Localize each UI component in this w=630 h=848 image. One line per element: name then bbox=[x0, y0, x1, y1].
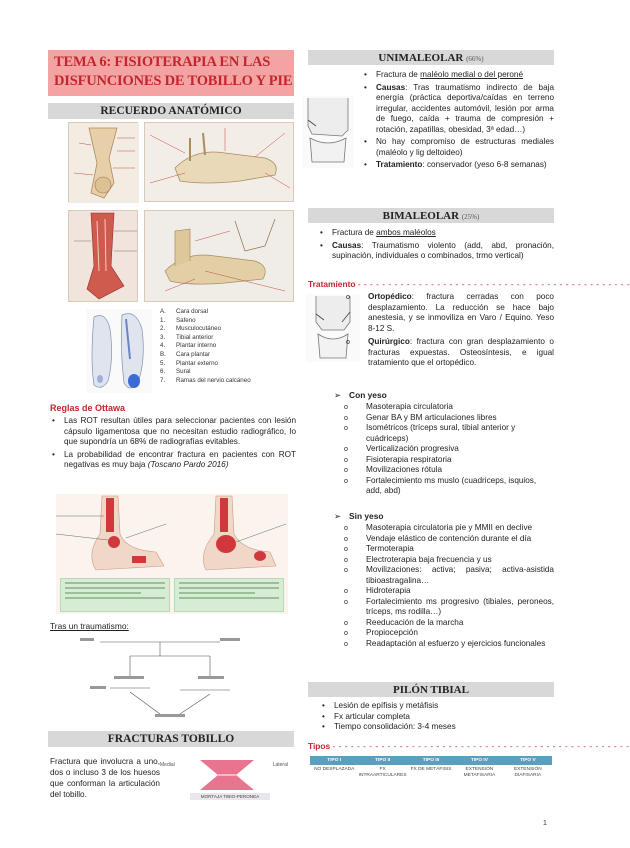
table-header-cell: TIPO II bbox=[375, 758, 391, 763]
table-header-row bbox=[310, 756, 552, 765]
legend-item: 5. Plantar externo bbox=[160, 359, 218, 367]
pilon-list bbox=[314, 701, 554, 733]
list-item: o Fortalecimiento ms muslo (cuadriceps, isquios, add, abd) bbox=[334, 476, 554, 497]
page-title bbox=[48, 50, 294, 96]
list-item: • Causas: Tras traumatismo indirecto de baja energía (práctica deportiva/caídas en terreno irregular, accidentes automóvil, lesión por arma de fuego, caída + trauma de compresión + rotación, zapatillas, obesidad, 3ª edad…) bbox=[356, 83, 554, 136]
ottawa-note-left bbox=[60, 578, 170, 612]
list-item: • Fractura de ambos maléolos bbox=[312, 228, 554, 239]
tratamiento-heading: Tratamiento - - - - - - - - - - - - - - - - - - - - - - - - - - - - - - - - - - - - - - - - - - - - - bbox=[308, 279, 630, 289]
figure-caption: MORTAJA TIBIO-PERONEA bbox=[190, 793, 270, 800]
list-item: o Quirúrgico: fractura con gran desplazamiento o fracturas expuestas. Osteosíntesis, e igual tratamiento que el ortopédico. bbox=[336, 337, 554, 369]
legend-item: 6. Sural bbox=[160, 368, 191, 376]
list-item: • Las ROT resultan útiles para seleccionar pacientes con lesión cápsulo ligamentosa que no necesitan estudio radiográfico, lo que supondría un 68% de radiografías evitables. bbox=[44, 416, 296, 448]
table-header-cell: TIPO V bbox=[519, 758, 536, 763]
list-item: o Electroterapia baja frecuencia y us bbox=[334, 555, 554, 566]
legend-item: B. Cara plantar bbox=[160, 350, 211, 358]
list-item: • La probabilidad de encontrar fractura en pacientes con ROT negativas es muy baja (Toscano Pardo 2016) bbox=[44, 450, 296, 471]
highlight-text: ambos maléolos bbox=[376, 228, 436, 237]
table-cell: EXTENSIÓN METAFISARIA bbox=[463, 767, 496, 778]
list-item: o Movilizaciones rótula bbox=[334, 465, 554, 476]
sin-yeso-list bbox=[334, 523, 554, 649]
table-header-cell: TIPO IV bbox=[470, 758, 488, 763]
list-item: o Isométricos (tríceps sural, tibial anterior y cuádriceps) bbox=[334, 423, 554, 444]
table-cell: FX DE METÁFISIS bbox=[410, 767, 452, 772]
page-number: 1 bbox=[543, 820, 547, 827]
legend-item: 1. Safeno bbox=[160, 316, 196, 324]
legend-item: 2. Musculocutáneo bbox=[160, 325, 222, 333]
anatomy-foot-skeleton-image bbox=[144, 122, 294, 202]
fracturas-text: Fractura que involucra a uno, dos o incluso 3 de los huesos que conforman la articulación del tobillo. bbox=[50, 757, 160, 799]
list-item: o Fisioterapia respiratoria bbox=[334, 455, 554, 466]
anatomy-ligaments-image bbox=[144, 210, 294, 302]
title-line-2: DISFUNCIONES DE TOBILLO Y PIE bbox=[54, 73, 293, 89]
unimaleolar-xray-image bbox=[302, 96, 354, 168]
list-item: o Hidroterapia bbox=[334, 586, 554, 597]
sin-yeso-heading: ➢ Sin yeso bbox=[334, 511, 384, 521]
list-item: o Fortalecimiento ms progresivo (tibiales, peroneos, tríceps, ms rodilla…) bbox=[334, 597, 554, 618]
ottawa-list bbox=[44, 416, 296, 473]
list-item: • Tratamiento: conservador (yeso 6-8 semanas) bbox=[356, 160, 554, 171]
con-yeso-heading: ➢ Con yeso bbox=[334, 390, 387, 400]
foot-nerves-image bbox=[86, 309, 152, 393]
ottawa-ankle-figure bbox=[56, 494, 288, 614]
recuerdo-heading: RECUERDO ANATÓMICO bbox=[48, 103, 294, 119]
list-item: o Genar BA y BM articulaciones libres bbox=[334, 413, 554, 424]
fracturas-heading: FRACTURAS TOBILLO bbox=[48, 731, 294, 747]
mortaja-figure bbox=[160, 756, 296, 802]
nerves-legend bbox=[160, 308, 300, 385]
list-item: • Lesión de epífisis y metáfisis bbox=[314, 701, 554, 712]
anatomy-bones-image bbox=[68, 122, 138, 202]
table-row bbox=[310, 765, 552, 779]
figure-label-medial: Medial bbox=[160, 762, 175, 768]
tipos-heading: Tipos - - - - - - - - - - - - - - - - - - - - - - - - - - - - - - - - - - - - - - - - - - - - - - - - - bbox=[308, 741, 630, 751]
list-item: o Ortopédico: fractura cerradas con poco desplazamiento. La reducción se hace bajo anestesia, y se inmoviliza en Varo / Equino. Yeso 8-12 S. bbox=[336, 292, 554, 334]
table-header-cell: TIPO I bbox=[327, 758, 342, 763]
list-item: • Fx articular completa bbox=[314, 712, 554, 723]
table-cell: FX INTRAARTICULARES bbox=[358, 767, 407, 778]
trauma-flowchart bbox=[70, 632, 270, 724]
anatomy-figure-group bbox=[50, 122, 294, 302]
pilon-heading: PILÓN TIBIAL bbox=[308, 682, 554, 697]
table-header-cell: TIPO III bbox=[422, 758, 440, 763]
list-item: o Termoterapia bbox=[334, 544, 554, 555]
legend-item: 7. Ramas del nervio calcáneo bbox=[160, 376, 251, 384]
list-item: o Masoterapia circulatoria bbox=[334, 402, 554, 413]
legend-item: A. Cara dorsal bbox=[160, 308, 208, 315]
title-line-1: TEMA 6: FISIOTERAPIA EN LAS bbox=[54, 54, 271, 70]
legend-item: 3. Tibial anterior bbox=[160, 333, 214, 341]
table-cell: NO DESPLAZADA bbox=[314, 767, 355, 772]
bimaleolar-heading: BIMALEOLAR (25%) bbox=[308, 208, 554, 223]
ottawa-note-right bbox=[174, 578, 284, 612]
anatomy-muscles-image bbox=[68, 210, 138, 302]
list-item: o Reeducación de la marcha bbox=[334, 618, 554, 629]
tipos-table bbox=[310, 756, 552, 790]
unimaleolar-heading: UNIMALEOLAR (66%) bbox=[308, 50, 554, 65]
highlight-text: maléolo medial o del peroné bbox=[420, 70, 524, 79]
list-item: • Fractura de maléolo medial o del peroné bbox=[356, 70, 554, 81]
list-item: o Readaptación al esfuerzo y ejercicios funcionales bbox=[334, 639, 554, 650]
list-item: • Causas: Traumatismo violento (add, abd, pronación, supinación, individuales o combinados, trmo vertical) bbox=[312, 241, 554, 262]
trauma-title: Tras un traumatismo: bbox=[50, 621, 129, 631]
figure-label-lateral: Lateral bbox=[272, 762, 288, 768]
table-cell: EXTENSIÓN DIAFISARIA bbox=[513, 767, 542, 778]
list-item: o Verticalización progresiva bbox=[334, 444, 554, 455]
bimaleolar-list bbox=[312, 228, 554, 264]
tratamiento-list bbox=[336, 292, 554, 369]
list-item: o Propiocepción bbox=[334, 628, 554, 639]
con-yeso-list bbox=[334, 402, 554, 497]
list-item: • No hay compromiso de estructuras mediales (maléolo y lig deltoideo) bbox=[356, 137, 554, 158]
citation: (Toscano Pardo 2016) bbox=[147, 460, 229, 469]
unimaleolar-list bbox=[356, 70, 554, 173]
list-item: o Masoterapia circulatoria pie y MMII en declive bbox=[334, 523, 554, 534]
ottawa-heading: Reglas de Ottawa bbox=[50, 403, 126, 413]
list-item: • Tiempo consolidación: 3-4 meses bbox=[314, 722, 554, 733]
list-item: o Vendaje elástico de contención durante el día bbox=[334, 534, 554, 545]
list-item: o Movilizaciones: activa; pasiva; activa-asistida tibioastragalina… bbox=[334, 565, 554, 586]
legend-item: 4. Plantar interno bbox=[160, 342, 217, 350]
